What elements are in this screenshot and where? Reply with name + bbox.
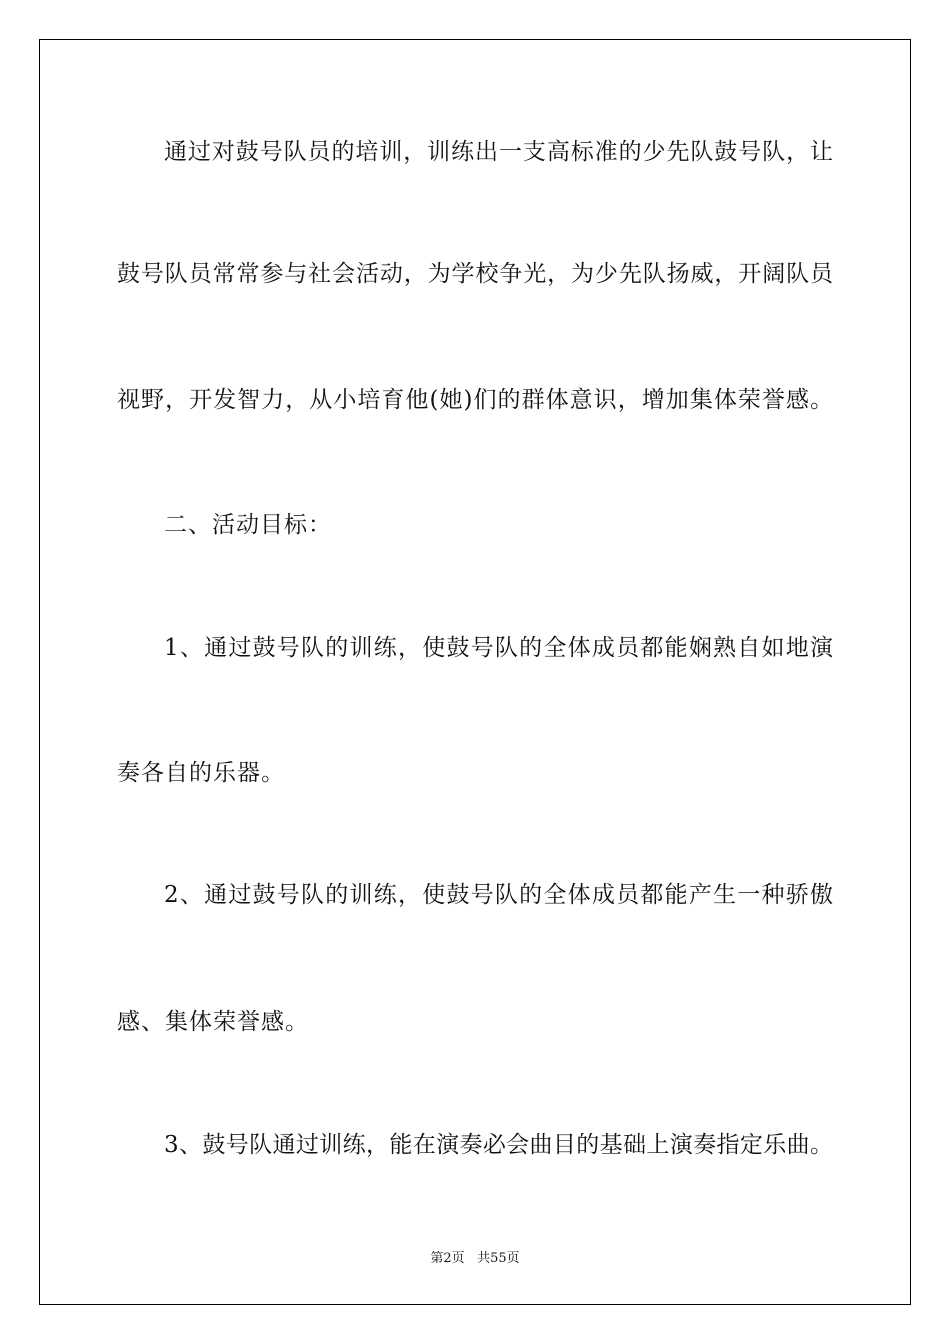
page-footer [0, 1247, 950, 1266]
paragraph-line-6: 奏各自的乐器。 [117, 760, 285, 786]
section-heading: 二、活动目标： [164, 512, 332, 538]
paragraph-line-7: 2、通过鼓号队的训练，使鼓号队的全体成员都能产生一种骄傲 [164, 882, 833, 908]
paragraph-line-3: 视野，开发智力，从小培育他(她)们的群体意识，增加集体荣誉感。 [117, 387, 833, 413]
paragraph-line-8: 感、集体荣誉感。 [117, 1009, 309, 1035]
page-frame [39, 39, 911, 1305]
paragraph-line-1: 通过对鼓号队员的培训，训练出一支高标准的少先队鼓号队，让 [164, 139, 833, 165]
paragraph-line-2: 鼓号队员常常参与社会活动，为学校争光，为少先队扬威，开阔队员 [117, 261, 833, 287]
page-number: 第2页 [430, 1251, 465, 1266]
paragraph-line-9: 3、鼓号队通过训练，能在演奏必会曲目的基础上演奏指定乐曲。 [164, 1132, 833, 1158]
paragraph-line-5: 1、通过鼓号队的训练，使鼓号队的全体成员都能娴熟自如地演 [164, 635, 833, 661]
page-total: 共55页 [477, 1251, 520, 1266]
